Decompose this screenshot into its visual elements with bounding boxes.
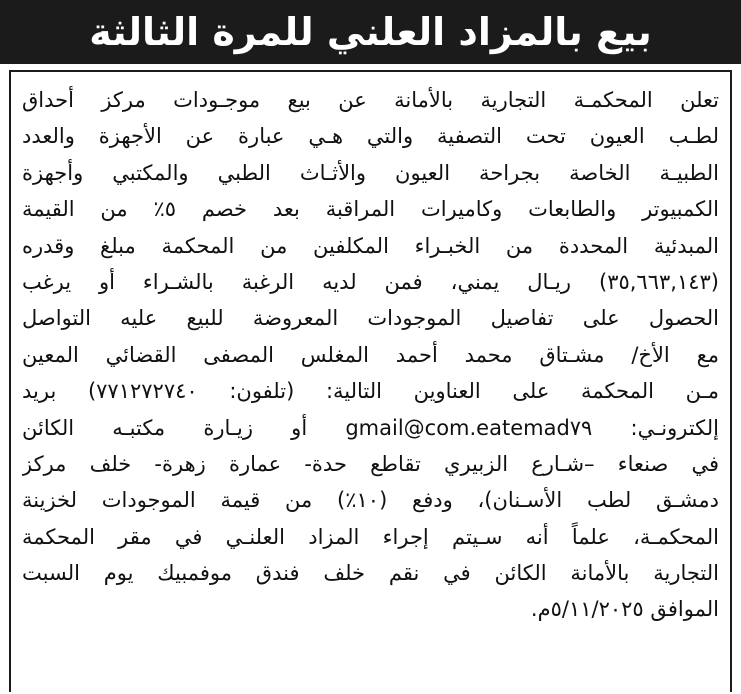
body-line-5: المبدئية المحددة من الخبـراء المكلفين من المحكمة مبلغ وقدره — [22, 233, 719, 258]
body-line-9: مـن المحكمة على العناوين التالية: (تلفون: ٧٧١٢٧٢٧٤٠) بريد — [22, 379, 719, 404]
notice-body — [22, 82, 719, 628]
body-line-14: التجارية بالأمانة الكائن في نقم خلف فندق موفمبيك يوم السبت — [22, 561, 719, 586]
body-line-7: الحصول على تفاصيل الموجودات المعروضة للبيع عليه التواصل — [22, 306, 719, 331]
body-line-2: لطـب العيون تحت التصفية والتي هـي عبارة عن الأجهزة والعدد — [22, 124, 719, 149]
body-line-4: الكمبيوتر والطابعات وكاميرات المراقبة بعد خصم ٥٪ من القيمة — [22, 197, 719, 222]
body-line-10: إلكترونـي: gmail@com.eatemad٧٩ أو زيـارة مكتبـه الكائن — [22, 415, 719, 440]
body-line-8: مع الأخ/ مشـتاق محمد أحمد المغلس المصفى القضائي المعين — [22, 342, 719, 367]
body-line-12: دمشـق لطب الأسـنان)، ودفع (١٠٪) من قيمة الموجودات لخزينة — [22, 488, 719, 513]
body-line-15: الموافق ٥/١١/٢٠٢٥م. — [530, 597, 719, 622]
body-line-1: تعلن المحكمـة التجارية بالأمانة عن بيع موجـودات مركز أحداق — [22, 88, 719, 112]
body-line-13: المحكمـة، علماً أنه سـيتم إجراء المزاد العلنـي في مقر المحكمة — [22, 524, 719, 549]
body-line-6: (٣٥,٦٦٣,١٤٣) ريـال يمني، فمن لديه الرغبة بالشـراء أو يرغب — [22, 269, 719, 294]
body-line-3: الطبيـة الخاصة بجراحة العيون والأثـاث الطبي والمكتبي وأجهزة — [22, 160, 719, 185]
title-banner — [0, 0, 741, 64]
body-line-11: في صنعاء –شـارع الزبيري تقاطع حدة- عمارة زهرة- خلف مركز — [22, 451, 719, 476]
notice-title: بيع بالمزاد العلني للمرة الثالثة — [89, 10, 652, 54]
